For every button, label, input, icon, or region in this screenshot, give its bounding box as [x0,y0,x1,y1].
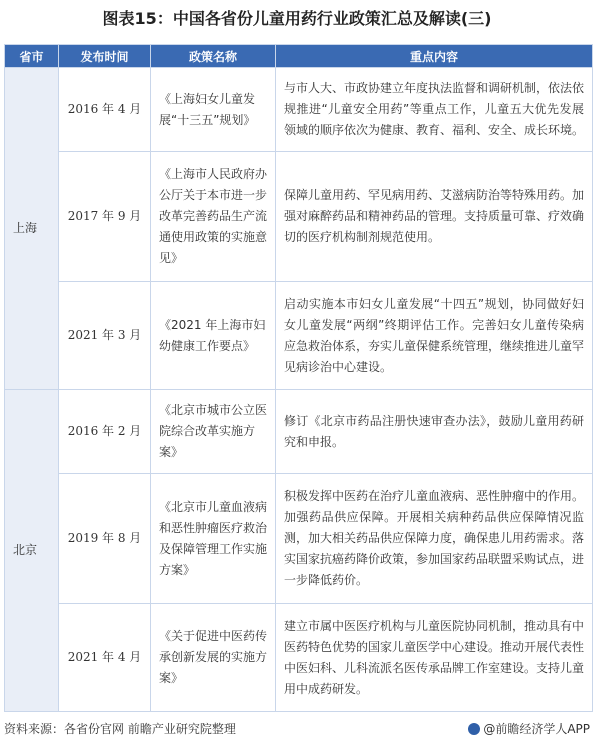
policy-name-cell: 《上海妇女儿童发展“十三五”规划》 [151,68,276,152]
policy-name-cell: 《上海市人民政府办公厅关于本市进一步改革完善药品生产流通使用政策的实施意见》 [151,152,276,282]
header-key-content: 重点内容 [276,45,593,68]
table-header-row [5,45,593,68]
content-cell: 修订《北京市药品注册快速审查办法》，鼓励儿童用药研究和申报。 [276,390,593,474]
publisher-credit [468,720,590,737]
publisher-logo-icon [468,723,480,735]
source-note: 资料来源：各省份官网 前瞻产业研究院整理 [4,722,236,736]
content-cell: 建立市属中医医疗机构与儿童医院协同机制，推动具有中医药特色优势的国家儿童医学中心建设。推动开展代表性中医妇科、儿科流派名医传承品牌工作室建设。支持儿童用中成药研发。 [276,604,593,712]
policy-name-cell: 《北京市儿童血液病和恶性肿瘤医疗救治及保障管理工作实施方案》 [151,474,276,604]
policy-name-cell: 《北京市城市公立医院综合改革实施方案》 [151,390,276,474]
date-cell: 2016 年 4 月 [59,68,151,152]
header-date: 发布时间 [59,45,151,68]
date-cell: 2019 年 8 月 [59,474,151,604]
table-row [5,68,593,152]
date-cell: 2017 年 9 月 [59,152,151,282]
policy-name-cell: 《关于促进中医药传承创新发展的实施方案》 [151,604,276,712]
table-row [5,282,593,390]
date-cell: 2021 年 4 月 [59,604,151,712]
table-row [5,604,593,712]
table-row [5,474,593,604]
date-cell: 2016 年 2 月 [59,390,151,474]
table-row [5,152,593,282]
policy-table [4,44,593,712]
policy-name-cell: 《2021 年上海市妇幼健康工作要点》 [151,282,276,390]
chart-title: 图表15：中国各省份儿童用药行业政策汇总及解读(三) [102,9,492,28]
publisher-credit-text: @前瞻经济学人APP [483,722,590,736]
content-cell: 积极发挥中医药在治疗儿童血液病、恶性肿瘤中的作用。加强药品供应保障。开展相关病种药品供应保障情况监测，加大相关药品供应保障力度，确保患儿用药需求。落实国家抗癌药降价政策，参加国家药品联盟采购试点，进一步降低药价。 [276,474,593,604]
province-cell: 上海 [5,68,59,390]
date-cell: 2021 年 3 月 [59,282,151,390]
content-cell: 启动实施本市妇女儿童发展“十四五”规划，协同做好妇女儿童发展“两纲”终期评估工作。完善妇女儿童传染病应急救治体系，夯实儿童保健系统管理，继续推进儿童罕见病诊治中心建设。 [276,282,593,390]
province-cell: 北京 [5,390,59,712]
header-policy-name: 政策名称 [151,45,276,68]
header-province: 省市 [5,45,59,68]
content-cell: 保障儿童用药、罕见病用药、艾滋病防治等特殊用药。加强对麻醉药品和精神药品的管理。支持质量可靠、疗效确切的医疗机构制剂规范使用。 [276,152,593,282]
content-cell: 与市人大、市政协建立年度执法监督和调研机制，依法依规推进“儿童安全用药”等重点工作，儿童五大优先发展领域的顺序依次为健康、教育、福利、安全、成长环境。 [276,68,593,152]
table-row [5,390,593,474]
